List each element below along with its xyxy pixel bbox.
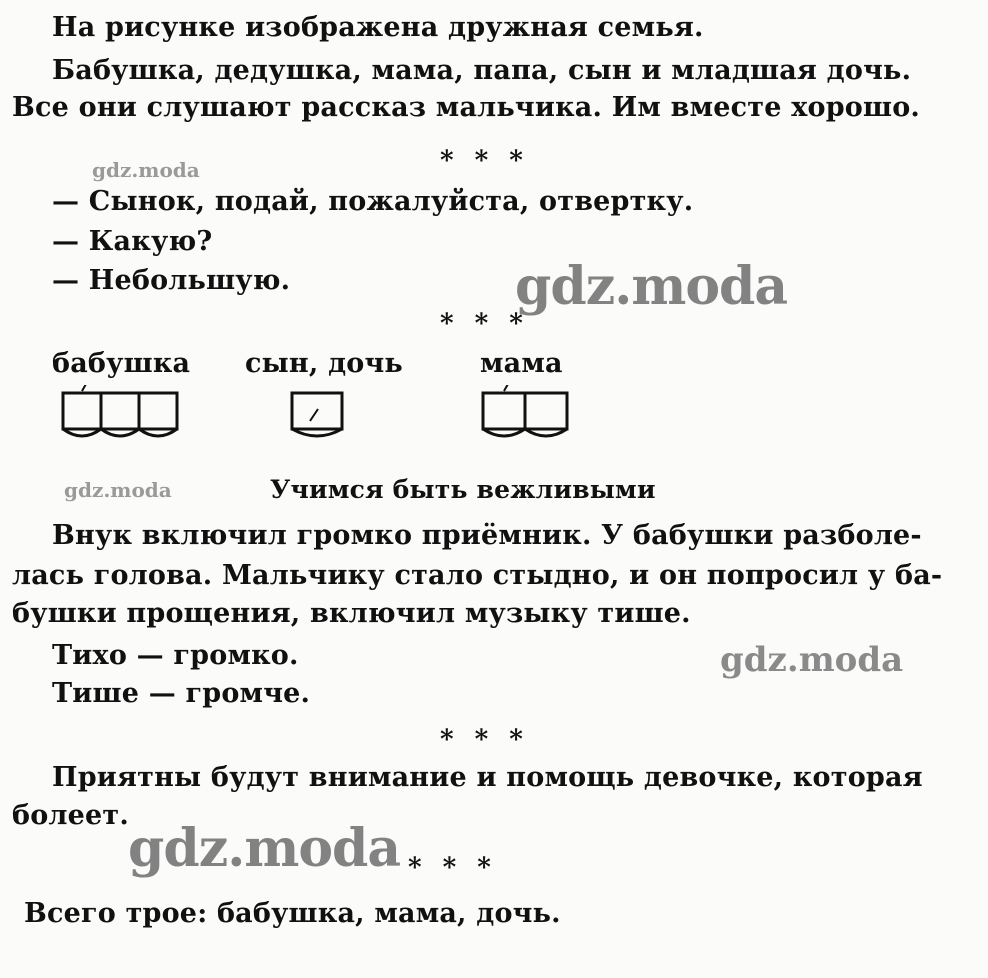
- scheme-label-son-daughter: сын, дочь: [245, 348, 403, 379]
- paragraph-1-line-1: На рисунке изображена дружная семья.: [52, 12, 704, 43]
- watermark-3: gdz.moda: [64, 478, 172, 502]
- dialog-line-1: — Сынок, подай, пожалуйста, отвертку.: [52, 186, 694, 217]
- syllable-scheme-son-daughter: [288, 385, 346, 445]
- dialog-line-2: — Какую?: [52, 226, 213, 257]
- paragraph-2-line-3: бушки прощения, включил музыку тише.: [12, 598, 691, 629]
- section-heading: Учимся быть вежливыми: [270, 475, 656, 504]
- scheme-label-grandma: бабушка: [52, 348, 191, 379]
- pair-line-1: Тихо — громко.: [52, 640, 299, 671]
- stars-separator-3: * * *: [440, 725, 529, 755]
- stars-separator-4: * * *: [408, 853, 497, 883]
- paragraph-1-line-2: Бабушка, дедушка, мама, папа, сын и младшая дочь.: [52, 55, 912, 86]
- stars-separator-2: * * *: [440, 309, 529, 339]
- final-line: Всего трое: бабушка, мама, дочь.: [24, 898, 561, 929]
- watermark-5: gdz.moda: [128, 818, 401, 879]
- watermark-4: gdz.moda: [720, 640, 904, 680]
- paragraph-3-line-2: болеет.: [12, 800, 129, 831]
- watermark-1: gdz.moda: [92, 158, 200, 182]
- pair-line-2: Тише — громче.: [52, 678, 311, 709]
- syllable-scheme-grandma: [58, 385, 182, 445]
- paragraph-2-line-1: Внук включил громко приёмник. У бабушки разболе-: [52, 520, 922, 551]
- watermark-2: gdz.moda: [515, 256, 788, 317]
- stars-separator-1: * * *: [440, 146, 529, 176]
- syllable-scheme-mom: [478, 385, 572, 445]
- paragraph-3-line-1: Приятны будут внимание и помощь девочке, которая: [52, 762, 923, 793]
- scheme-label-mom: мама: [480, 348, 563, 379]
- dialog-line-3: — Небольшую.: [52, 265, 291, 296]
- paragraph-2-line-2: лась голова. Мальчику стало стыдно, и он попросил у ба-: [12, 560, 943, 591]
- paragraph-1-line-3: Все они слушают рассказ мальчика. Им вместе хорошо.: [12, 92, 921, 123]
